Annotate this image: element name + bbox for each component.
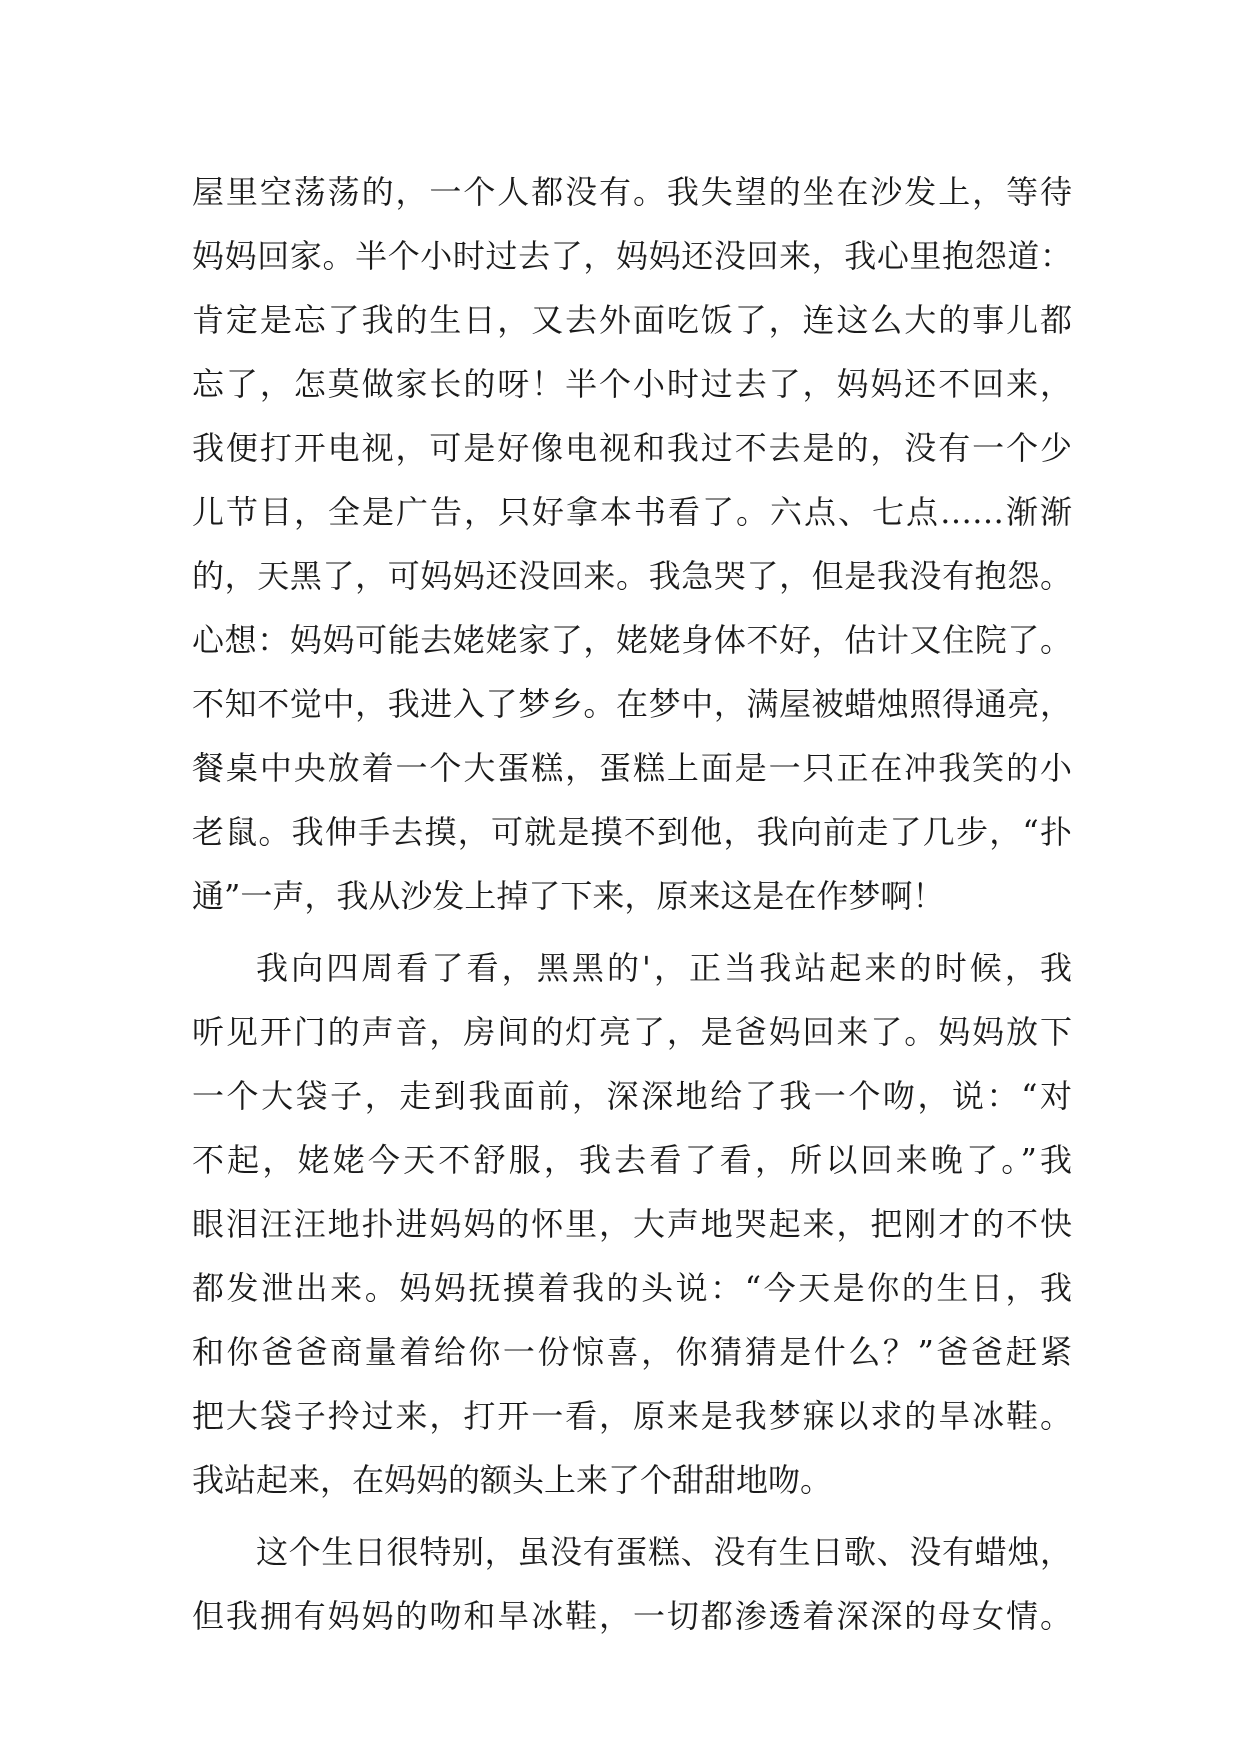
paragraph-gap [192,928,1072,936]
text-line: 的，天黑了，可妈妈还没回来。我急哭了，但是我没有抱怨。 [192,557,1072,595]
text-line: 忘了，怎莫做家长的呀！半个小时过去了，妈妈还不回来， [192,365,1072,403]
text-line: 眼泪汪汪地扑进妈妈的怀里，大声地哭起来，把刚才的不快 [192,1205,1072,1243]
paragraph-3 [192,1520,1072,1648]
text-line: 听见开门的声音，房间的灯亮了，是爸妈回来了。妈妈放下 [192,1013,1072,1051]
text-line: 我站起来，在妈妈的额头上来了个甜甜地吻。 [192,1461,833,1499]
text-line: 通”一声，我从沙发上掉了下来，原来这是在作梦啊！ [192,877,945,915]
paragraph-1 [192,160,1072,928]
text-line: 我便打开电视，可是好像电视和我过不去是的，没有一个少 [192,429,1072,467]
text-line: 妈妈回家。半个小时过去了，妈妈还没回来，我心里抱怨道： [192,237,1072,275]
text-line: 肯定是忘了我的生日，又去外面吃饭了，连这么大的事儿都 [192,301,1072,339]
text-line: 儿节目，全是广告，只好拿本书看了。六点、七点……渐渐 [192,493,1072,531]
text-line: 心想：妈妈可能去姥姥家了，姥姥身体不好，估计又住院了。 [192,621,1072,659]
text-line: 和你爸爸商量着给你一份惊喜，你猜猜是什么？”爸爸赶紧 [192,1333,1072,1371]
paragraph-gap [192,1512,1072,1520]
text-line: 不知不觉中，我进入了梦乡。在梦中，满屋被蜡烛照得通亮， [192,685,1072,723]
document-body [192,160,1072,1648]
text-line: 这个生日很特别，虽没有蛋糕、没有生日歌、没有蜡烛， [256,1533,1072,1571]
text-line: 不起，姥姥今天不舒服，我去看了看，所以回来晚了。”我 [192,1141,1072,1179]
text-line: 餐桌中央放着一个大蛋糕，蛋糕上面是一只正在冲我笑的小 [192,749,1072,787]
paragraph-2 [192,936,1072,1512]
text-line: 都发泄出来。妈妈抚摸着我的头说：“今天是你的生日，我 [192,1269,1072,1307]
text-line: 一个大袋子，走到我面前，深深地给了我一个吻，说：“对 [192,1077,1072,1115]
text-line: 我向四周看了看，黑黑的'，正当我站起来的时候，我 [256,949,1072,987]
text-line: 老鼠。我伸手去摸，可就是摸不到他，我向前走了几步，“扑 [192,813,1072,851]
text-line: 但我拥有妈妈的吻和旱冰鞋，一切都渗透着深深的母女情。 [192,1597,1072,1635]
text-line: 把大袋子拎过来，打开一看，原来是我梦寐以求的旱冰鞋。 [192,1397,1072,1435]
text-line: 屋里空荡荡的，一个人都没有。我失望的坐在沙发上，等待 [192,173,1072,211]
